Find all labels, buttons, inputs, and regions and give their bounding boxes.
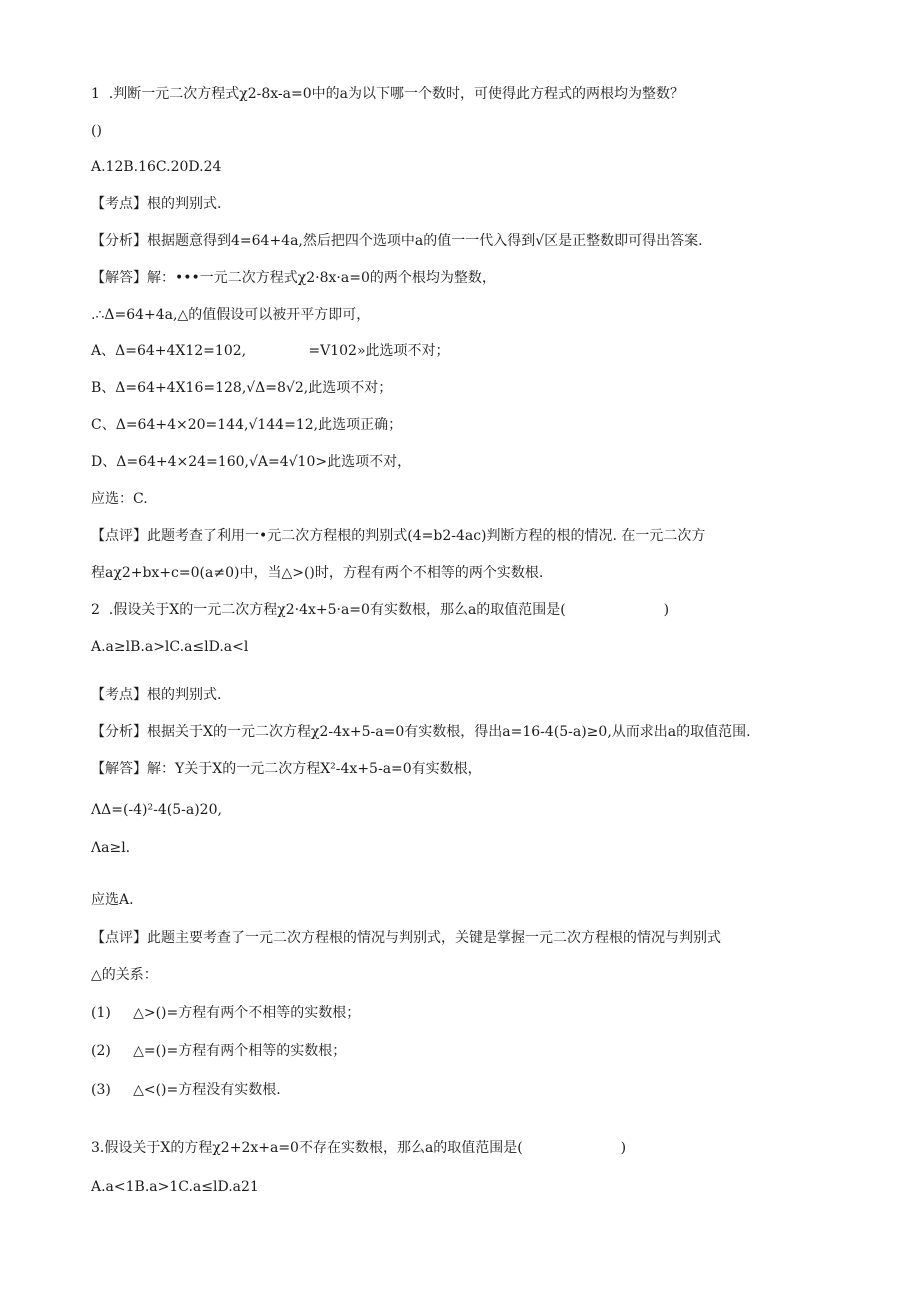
q1-kaodian: 【考点】根的判别式. bbox=[91, 196, 222, 212]
q2-rule2: (2) △=()=方程有两个相等的实数根； bbox=[91, 1043, 347, 1059]
q1-step1: .∴Δ=64+4a,△的值假设可以被开平方即可， bbox=[91, 307, 371, 323]
q3-options: A.a<1B.a>1C.a≤lD.a21 bbox=[91, 1179, 259, 1195]
q1-answer: 应选：C. bbox=[91, 491, 148, 507]
q1-step-d: D、Δ=64+4×24=160,√A=4√10>此选项不对， bbox=[91, 454, 412, 470]
q2-fenxi: 【分析】根据关于X的一元二次方程χ2-4x+5-a=0有实数根，得出a=16-4(5-a)≥0,从而求出a的取值范围. bbox=[91, 724, 751, 740]
q2-kaodian: 【考点】根的判别式. bbox=[91, 687, 222, 703]
q1-title: 1 .判断一元二次方程式χ2-8x-a=0中的a为以下哪一个数时，可使得此方程式的两根均为整数？ bbox=[91, 86, 684, 102]
q2-rule3: (3) △<()=方程没有实数根. bbox=[91, 1082, 281, 1098]
q1-step-c: C、Δ=64+4×20=144,√144=12,此选项正确； bbox=[91, 417, 403, 433]
q1-dianping-line2: 程aχ2+bx+c=0(a≠0)中，当△>()时，方程有两个不相等的两个实数根. bbox=[91, 565, 544, 581]
q2-dianping-line2: △的关系： bbox=[91, 967, 158, 983]
q1-step-b: B、Δ=64+4X16=128,√Δ=8√2,此选项不对； bbox=[91, 380, 393, 396]
q1-options: A.12B.16C.20D.24 bbox=[91, 159, 222, 175]
q2-dianping-line1: 【点评】此题主要考查了一元二次方程根的情况与判别式，关键是掌握一元二次方程根的情况与判别式 bbox=[91, 930, 721, 946]
q2-options: A.a≥lB.a>lC.a≤lD.a<l bbox=[91, 639, 249, 655]
q2-step1: ΛΔ=(-4)²-4(5-a)20, bbox=[91, 802, 222, 818]
q2-step2: Λa≥l. bbox=[91, 840, 131, 856]
q2-title: 2 .假设关于X的一元二次方程χ2·4x+5·a=0有实数根，那么a的取值范围是( ) bbox=[91, 602, 670, 618]
q3-title: 3.假设关于X的方程χ2+2x+a=0不存在实数根，那么a的取值范围是( ) bbox=[91, 1140, 627, 1156]
q1-dianping-line1: 【点评】此题考查了利用一•元二次方程根的判别式(4=b2-4ac)判断方程的根的情况. 在一元二次方 bbox=[91, 528, 706, 544]
q1-fenxi: 【分析】根据题意得到4=64+4a,然后把四个选项中a的值一一代入得到√区是正整数即可得出答案. bbox=[91, 233, 703, 249]
q2-rule1: (1) △>()=方程有两个不相等的实数根； bbox=[91, 1005, 361, 1021]
q2-jieda: 【解答】解：Y关于X的一元二次方程X²-4x+5-a=0有实数根， bbox=[91, 761, 482, 777]
q1-bracket: () bbox=[91, 123, 102, 139]
q2-answer: 应选A. bbox=[91, 892, 134, 908]
q1-step-a: A、Δ=64+4X12=102, =V102»此选项不对； bbox=[91, 343, 450, 359]
q1-jieda: 【解答】解：•••一元二次方程式χ2·8x·a=0的两个根均为整数， bbox=[91, 270, 496, 286]
